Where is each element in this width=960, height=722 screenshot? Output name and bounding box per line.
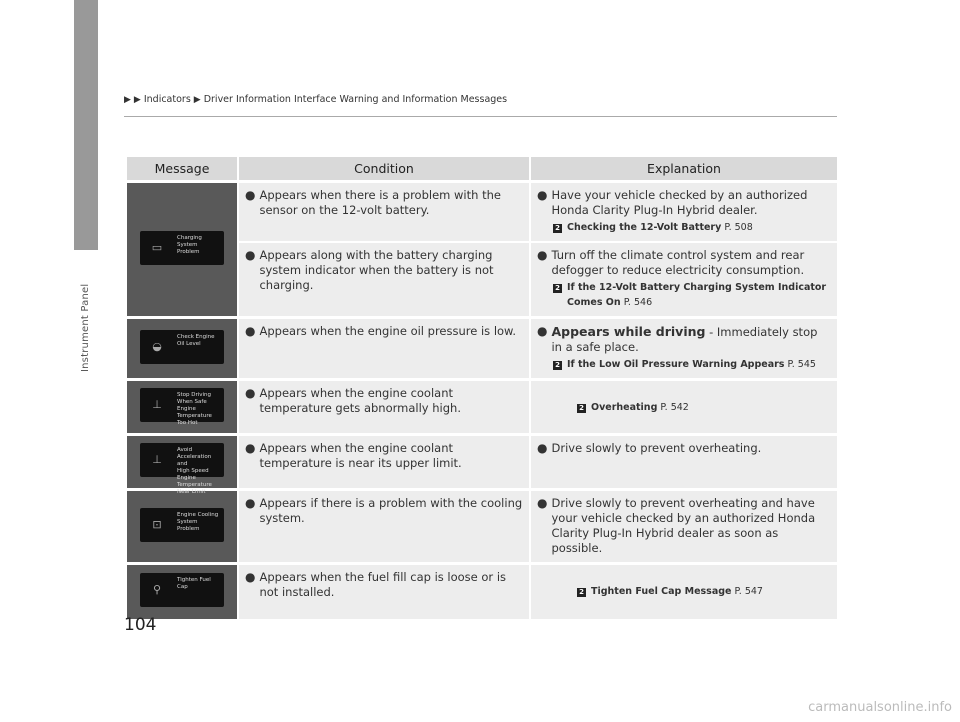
reference-page: P. 547 (734, 586, 763, 597)
bullet-icon: ● (537, 324, 548, 338)
bullet-icon: ● (245, 570, 256, 584)
reference-arrow-icon: 2 (577, 588, 586, 597)
chapter-tab (74, 0, 98, 250)
cross-reference-link[interactable] (577, 400, 831, 415)
message-screen (140, 388, 224, 426)
reference-page: P. 542 (660, 402, 689, 413)
message-image-cell (127, 491, 237, 562)
breadcrumb-link-indicators[interactable]: Indicators (143, 94, 191, 105)
table-row (127, 436, 837, 488)
condition-text: Appears when the engine oil pressure is low. (259, 324, 517, 338)
oil-can-icon: ◒ (152, 339, 162, 353)
breadcrumb-arrow-icon: ▶ (193, 94, 201, 105)
condition-cell (237, 241, 529, 316)
screen-text: Charging System Problem (177, 234, 202, 255)
message-image-cell (127, 565, 237, 619)
explanation-text: Drive slowly to prevent overheating. (551, 441, 762, 455)
header-condition: Condition (237, 157, 529, 180)
header-explanation: Explanation (529, 157, 837, 180)
breadcrumb-arrow-icon: ▶ (133, 94, 141, 105)
explanation-cell (529, 381, 837, 433)
bullet-icon: ● (245, 324, 256, 338)
bullet-icon: ● (537, 441, 548, 455)
cross-reference-link[interactable] (577, 584, 831, 599)
condition-cell (237, 381, 529, 433)
screen-text: Engine Cooling System Problem (177, 511, 219, 532)
screen-text: Avoid Acceleration and High Speed Engine Temperature Near Limit (177, 447, 212, 495)
reference-title: Checking the 12-Volt Battery (567, 222, 722, 233)
header-rule (124, 116, 837, 117)
message-image-cell (127, 319, 237, 378)
condition-text: Appears when there is a problem with the sensor on the 12-volt battery. (259, 188, 501, 217)
reference-arrow-icon: 2 (553, 361, 562, 370)
explanation-text: Drive slowly to prevent overheating and have your vehicle checked by an authorized Honda Clarity Plug-In Hybrid dealer as soon as possible. (551, 496, 816, 555)
explanation-cell (529, 183, 837, 241)
reference-title: If the 12-Volt Battery Charging System Indicator Comes On (567, 282, 827, 308)
condition-text: Appears when the fuel fill cap is loose or is not installed. (259, 570, 507, 599)
bullet-icon: ● (245, 386, 256, 400)
explanation-cell (529, 319, 837, 378)
bullet-icon: ● (537, 496, 548, 510)
thermometer-icon: ⊥ (152, 453, 162, 466)
reference-arrow-icon: 2 (553, 284, 562, 293)
messages-table (127, 157, 837, 619)
breadcrumb-current: Driver Information Interface Warning and Information Messages (203, 94, 508, 105)
message-screen (140, 231, 224, 265)
table-row (127, 491, 837, 562)
bullet-icon: ● (245, 188, 256, 202)
bullet-icon: ● (537, 188, 548, 202)
message-screen (140, 508, 224, 542)
table-row (127, 319, 837, 378)
fuel-cap-icon: ⚲ (152, 583, 162, 596)
reference-arrow-icon: 2 (553, 224, 562, 233)
explanation-cell (529, 491, 837, 562)
watermark: carmanualsonline.info (808, 700, 952, 715)
message-image-cell (127, 381, 237, 433)
cross-reference-link[interactable] (553, 220, 831, 235)
table-row (127, 381, 837, 433)
reference-page: P. 508 (724, 222, 753, 233)
reference-title: If the Low Oil Pressure Warning Appears (567, 359, 785, 370)
screen-text: Check Engine Oil Level (177, 333, 215, 347)
condition-cell (237, 565, 529, 619)
message-screen (140, 443, 224, 495)
bullet-icon: ● (245, 441, 256, 455)
condition-cell (237, 436, 529, 488)
explanation-text: Have your vehicle checked by an authorized Honda Clarity Plug-In Hybrid dealer. (551, 188, 808, 217)
table-header-row (127, 157, 837, 180)
cross-reference-link[interactable] (553, 280, 831, 310)
message-image-cell (127, 183, 237, 316)
condition-text: Appears if there is a problem with the cooling system. (259, 496, 523, 525)
condition-cell (237, 491, 529, 562)
condition-text: Appears along with the battery charging system indicator when the battery is not charging. (259, 248, 494, 292)
explanation-text: - Immediately stop in a safe place. (551, 325, 818, 354)
bullet-icon: ● (245, 496, 256, 510)
breadcrumb-arrow-icon: ▶ (124, 94, 131, 105)
condition-cell (237, 183, 529, 241)
explanation-emphasis: Appears while driving (551, 324, 706, 339)
thermometer-icon: ⊥ (152, 398, 162, 411)
explanation-cell (529, 565, 837, 619)
reference-title: Overheating (591, 402, 658, 413)
reference-arrow-icon: 2 (577, 404, 586, 413)
screen-text: Stop Driving When Safe Engine Temperature Too Hot (177, 392, 212, 426)
breadcrumb (124, 94, 507, 105)
message-image-cell (127, 436, 237, 495)
cross-reference-link[interactable] (553, 357, 831, 372)
bullet-icon: ● (537, 248, 548, 262)
bullet-icon: ● (245, 248, 256, 262)
message-screen (140, 573, 224, 607)
screen-text: Tighten Fuel Cap (177, 577, 211, 590)
table-row (127, 565, 837, 619)
explanation-cell (529, 436, 837, 488)
condition-cell (237, 319, 529, 378)
reference-page: P. 546 (623, 297, 653, 308)
message-screen (140, 330, 224, 364)
header-message: Message (127, 157, 237, 180)
chapter-label: Instrument Panel (80, 283, 91, 372)
explanation-cell (529, 241, 837, 316)
reference-title: Tighten Fuel Cap Message (591, 586, 732, 597)
condition-text: Appears when the engine coolant temperature is near its upper limit. (259, 441, 462, 470)
battery-icon: ▭ (151, 240, 163, 254)
condition-text: Appears when the engine coolant temperature gets abnormally high. (259, 386, 461, 415)
explanation-text: Turn off the climate control system and rear defogger to reduce electricity consumption. (551, 248, 805, 277)
reference-page: P. 545 (787, 359, 816, 370)
page-number: 104 (124, 615, 157, 635)
table-row (127, 183, 837, 241)
warning-square-icon: ⊡ (152, 517, 162, 531)
